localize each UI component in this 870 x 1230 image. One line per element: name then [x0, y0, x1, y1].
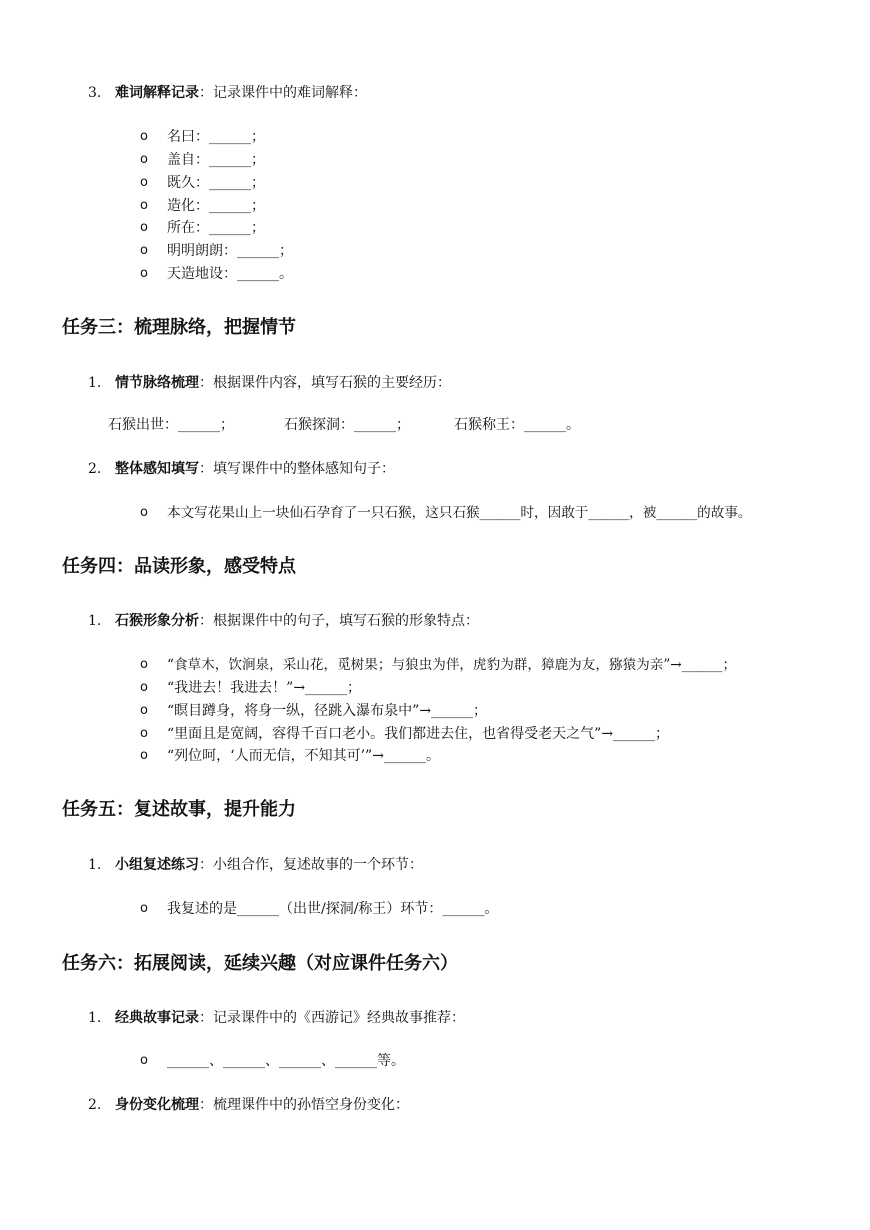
sub-list-item: 盖自：______；: [167, 152, 265, 168]
list-item-text: [115, 84, 367, 102]
bullet-icon: o: [140, 726, 148, 741]
list-item-text: [115, 612, 479, 630]
item-lead: 身份变化梳理: [115, 1097, 199, 1113]
list-number: 3.: [88, 85, 102, 101]
sub-list-item: “食草木，饮涧泉，采山花，觅树果；与狼虫为伴，虎豹为群，獐鹿为友，猕猿为亲”→______；: [167, 657, 737, 673]
bullet-icon: o: [140, 220, 148, 235]
list-item-text: [115, 856, 423, 874]
item-lead: 石猴形象分析: [115, 613, 199, 629]
sub-list-item: “我进去！我进去！”→______；: [167, 680, 362, 696]
sub-list-item: 我复述的是______（出世/探洞/称王）环节：______。: [167, 901, 499, 917]
list-number: 1.: [88, 375, 102, 391]
fill-blank: 石猴探洞：______；: [284, 417, 410, 433]
list-number: 1.: [88, 857, 102, 873]
bullet-icon: o: [140, 748, 148, 763]
item-rest: ：根据课件内容，填写石猴的主要经历：: [199, 375, 451, 391]
item-rest: ：记录课件中的难词解释：: [199, 85, 367, 101]
fill-blank: 石猴出世：______；: [108, 417, 234, 433]
bullet-icon: o: [140, 152, 148, 167]
sub-list-item: “里面且是宽阔，容得千百口老小。我们都进去住，也省得受老天之气”→______；: [167, 726, 670, 742]
bullet-icon: o: [140, 680, 148, 695]
item-rest: ：小组合作，复述故事的一个环节：: [199, 857, 423, 873]
section-heading: 任务三：梳理脉络，把握情节: [62, 317, 296, 338]
item-rest: ：记录课件中的《西游记》经典故事推荐：: [199, 1010, 465, 1026]
list-number: 1.: [88, 1010, 102, 1026]
list-item-text: [115, 1096, 409, 1114]
sub-list-item: 名曰：______；: [167, 129, 265, 145]
list-number: 2.: [88, 461, 102, 477]
list-item-text: [115, 460, 395, 478]
bullet-icon: o: [140, 175, 148, 190]
section-heading: 任务六：拓展阅读，延续兴趣（对应课件任务六）: [62, 953, 458, 974]
item-lead: 小组复述练习: [115, 857, 199, 873]
item-lead: 难词解释记录: [115, 85, 199, 101]
list-item-text: [115, 1009, 465, 1027]
bullet-icon: o: [140, 505, 148, 520]
item-rest: ：填写课件中的整体感知句子：: [199, 461, 395, 477]
bullet-icon: o: [140, 1053, 148, 1068]
section-heading: 任务五：复述故事，提升能力: [62, 799, 296, 820]
bullet-icon: o: [140, 198, 148, 213]
bullet-icon: o: [140, 657, 148, 672]
bullet-icon: o: [140, 703, 148, 718]
item-lead: 情节脉络梳理: [115, 375, 199, 391]
list-number: 2.: [88, 1097, 102, 1113]
item-lead: 经典故事记录: [115, 1010, 199, 1026]
bullet-icon: o: [140, 243, 148, 258]
item-rest: ：梳理课件中的孙悟空身份变化：: [199, 1097, 409, 1113]
item-lead: 整体感知填写: [115, 461, 199, 477]
section-heading: 任务四：品读形象，感受特点: [62, 556, 296, 577]
sub-list-item: 明明朗朗：______；: [167, 243, 293, 259]
list-number: 1.: [88, 613, 102, 629]
sub-list-item: 造化：______；: [167, 198, 265, 214]
sub-list-item: “瞑目蹲身，将身一纵，径跳入瀑布泉中”→______；: [167, 703, 488, 719]
bullet-icon: o: [140, 266, 148, 281]
sub-list-item: “列位呵，‘人而无信，不知其可’”→______。: [167, 748, 440, 764]
sub-list-item: 本文写花果山上一块仙石孕育了一只石猴，这只石猴______时，因敢于______，被______的故事。: [167, 505, 752, 521]
sub-list-item: 所在：______；: [167, 220, 265, 236]
list-item-text: [115, 374, 451, 392]
item-rest: ：根据课件中的句子，填写石猴的形象特点：: [199, 613, 479, 629]
bullet-icon: o: [140, 901, 148, 916]
bullet-icon: o: [140, 129, 148, 144]
sub-list-item: ______、______、______、______等。: [167, 1053, 405, 1069]
sub-list-item: 天造地设：______。: [167, 266, 293, 282]
sub-list-item: 既久：______；: [167, 175, 265, 191]
fill-blank: 石猴称王：______。: [454, 417, 580, 433]
